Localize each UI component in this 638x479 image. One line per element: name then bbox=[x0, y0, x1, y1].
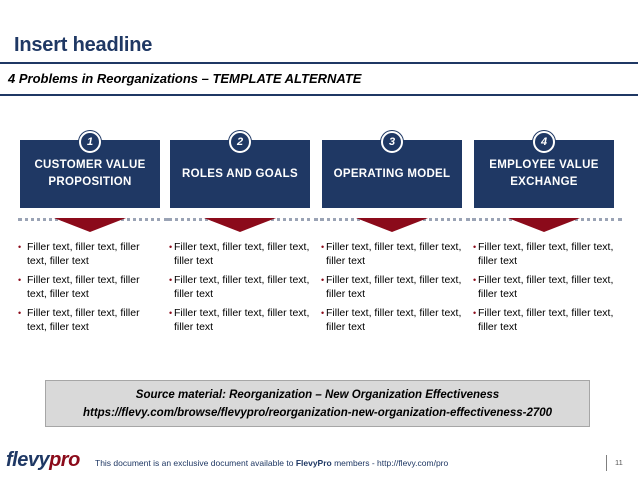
list-item: • Filler text, filler text, filler text, filler text bbox=[321, 241, 462, 267]
bullet-icon: • bbox=[18, 242, 22, 252]
page-number: 11 bbox=[615, 458, 623, 467]
bullet-icon: • bbox=[18, 308, 22, 318]
bullet-icon: • bbox=[321, 242, 325, 252]
bullet-icon: • bbox=[169, 308, 173, 318]
bullet-list bbox=[18, 240, 158, 339]
number-badge: 3 bbox=[381, 131, 403, 153]
bullet-list bbox=[170, 240, 310, 339]
bullet-icon: • bbox=[169, 242, 173, 252]
source-box bbox=[45, 380, 590, 427]
bullet-list bbox=[322, 240, 462, 339]
pointer-triangle bbox=[54, 218, 126, 232]
logo-accent: pro bbox=[49, 449, 80, 471]
source-title: Source material: Reorganization – New Organization Effectiveness bbox=[135, 389, 500, 401]
page-headline: Insert headline bbox=[14, 34, 153, 56]
pointer-triangle bbox=[204, 218, 276, 232]
list-item: • Filler text, filler text, filler text, filler text bbox=[169, 274, 310, 300]
list-item: • Filler text, filler text, filler text, filler text bbox=[18, 241, 140, 267]
flevypro-logo bbox=[6, 449, 80, 472]
page-subtitle: 4 Problems in Reorganizations – TEMPLATE ALTERNATE bbox=[8, 71, 362, 86]
number-badge: 1 bbox=[79, 131, 101, 153]
pointer-triangle bbox=[356, 218, 428, 232]
bullet-icon: • bbox=[321, 275, 325, 285]
list-item: • Filler text, filler text, filler text, filler text bbox=[321, 274, 462, 300]
list-item: • Filler text, filler text, filler text, filler text bbox=[18, 274, 140, 300]
column-title: OPERATING MODEL bbox=[333, 167, 451, 180]
list-item: • Filler text, filler text, filler text, filler text bbox=[169, 307, 310, 333]
column-title: EMPLOYEE VALUE EXCHANGE bbox=[489, 159, 599, 188]
list-item: • Filler text, filler text, filler text, filler text bbox=[473, 274, 614, 300]
list-item: • Filler text, filler text, filler text, filler text bbox=[473, 307, 614, 333]
bullet-icon: • bbox=[18, 275, 22, 285]
source-link[interactable]: https://flevy.com/browse/flevypro/reorganization-new-organization-effectiveness-2700 bbox=[82, 407, 553, 419]
bullet-icon: • bbox=[473, 242, 477, 252]
column-title: CUSTOMER VALUE PROPOSITION bbox=[34, 159, 146, 188]
footer-notice: This document is an exclusive document available to FlevyPro members - http://flevy.com/pro bbox=[95, 458, 449, 468]
number-badge: 2 bbox=[229, 131, 251, 153]
bullet-icon: • bbox=[169, 275, 173, 285]
headline-rule bbox=[0, 62, 638, 64]
bullet-icon: • bbox=[473, 308, 477, 318]
list-item: • Filler text, filler text, filler text, filler text bbox=[321, 307, 462, 333]
footer-link[interactable]: members - http://flevy.com/pro bbox=[331, 458, 449, 468]
bullet-list bbox=[474, 240, 614, 339]
column-title: ROLES AND GOALS bbox=[182, 167, 298, 180]
footer-separator bbox=[606, 455, 607, 471]
bullet-icon: • bbox=[473, 275, 477, 285]
list-item: • Filler text, filler text, filler text, filler text bbox=[473, 241, 614, 267]
subtitle-rule bbox=[0, 94, 638, 96]
bullet-icon: • bbox=[321, 308, 325, 318]
list-item: • Filler text, filler text, filler text, filler text bbox=[18, 307, 140, 333]
logo-main: flevy bbox=[6, 449, 50, 471]
pointer-triangle bbox=[508, 218, 580, 232]
list-item: • Filler text, filler text, filler text, filler text bbox=[169, 241, 310, 267]
number-badge: 4 bbox=[533, 131, 555, 153]
